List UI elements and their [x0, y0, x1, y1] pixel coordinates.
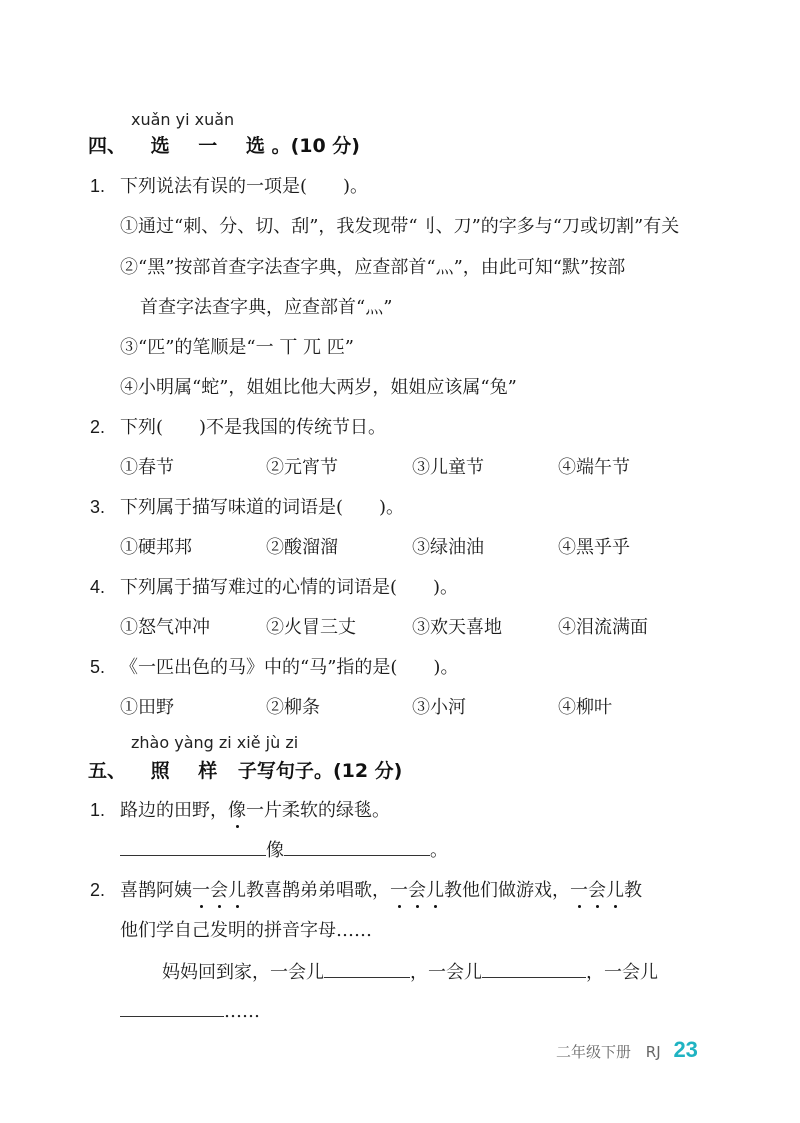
option: ④泪流满面 [558, 617, 648, 638]
option: ④端午节 [558, 457, 630, 478]
s5-q2-fill-line-2 [120, 998, 260, 1022]
dotted-char: 一 [390, 880, 408, 901]
question-text: 下列属于描写难过的心情的词语是( )。 [120, 577, 459, 598]
dotted-char: 儿 [426, 880, 444, 901]
sentence-pre: 路边的田野， [120, 800, 228, 821]
question-text: 下列属于描写味道的词语是( )。 [120, 497, 405, 518]
section5-char-2: 样 [198, 760, 218, 782]
q1-option-4: ④小明属“蛇”，姐姐比他大两岁，姐姐应该属“兔” [120, 377, 517, 398]
sentence-post: 一片柔软的绿毯。 [246, 800, 390, 821]
option: ③儿童节 [412, 457, 484, 478]
option: ②酸溜溜 [266, 537, 338, 558]
section4-score: 。(10 分) [271, 135, 360, 157]
question-number: 3. [90, 497, 106, 517]
dotted-char: 一 [570, 880, 588, 901]
sentence-part: 教他们做游戏， [444, 880, 570, 901]
section4-char-2: 一 [198, 135, 218, 157]
question-2 [90, 413, 386, 439]
fill-text: 妈妈回到家，一会儿 [162, 962, 324, 983]
option: ③欢天喜地 [412, 617, 502, 638]
option: ③绿油油 [412, 537, 484, 558]
option: ④柳叶 [558, 697, 612, 718]
question-text: 下列说法有误的一项是( )。 [120, 176, 369, 197]
page-footer [556, 1037, 698, 1063]
question-3 [90, 493, 404, 519]
question-number: 5. [90, 657, 106, 677]
option: ④黑乎乎 [558, 537, 630, 558]
question-text: 下列( )不是我国的传统节日。 [120, 417, 387, 438]
question-4 [90, 573, 458, 599]
fill-end: …… [224, 1001, 260, 1022]
section5-score: 。(12 分) [313, 760, 403, 782]
answer-blank[interactable] [324, 959, 410, 978]
sentence-part: 喜鹊阿姨 [120, 880, 192, 901]
question-text: 《一匹出色的马》中的“马”指的是( )。 [120, 657, 459, 678]
answer-blank[interactable] [120, 998, 224, 1017]
dotted-char: 会 [210, 880, 228, 901]
question-1 [90, 172, 368, 198]
dotted-char: 儿 [606, 880, 624, 901]
edition-label: RJ [645, 1043, 661, 1061]
grade-label: 二年级下册 [556, 1043, 632, 1061]
dotted-char: 会 [588, 880, 606, 901]
option: ②柳条 [266, 697, 320, 718]
section4-char-3: 选 [245, 135, 265, 157]
question-number: 1. [90, 176, 106, 196]
q1-option-2-continued: 首查字法查字典，应查部首“灬” [140, 297, 393, 318]
q1-option-1: ①通过“刺、分、切、刮”，我发现带“刂、刀”的字多与“刀或切割”有关 [120, 216, 680, 237]
question-number: 4. [90, 577, 106, 597]
s5-q1-answer-line [120, 836, 448, 862]
answer-end: 。 [430, 840, 448, 861]
section4-char-1: 选 [150, 135, 170, 157]
dotted-char: 儿 [228, 880, 246, 901]
q1-option-3: ③“匹”的笔顺是“一 丅 兀 匹” [120, 337, 354, 358]
section5-pinyin: zhào yàng zi xiě jù zi [131, 733, 299, 752]
option: ①硬邦邦 [120, 537, 192, 558]
section5-number: 五、 [88, 760, 127, 782]
option: ①田野 [120, 697, 174, 718]
s5-q2-fill-line [162, 958, 658, 984]
answer-blank[interactable] [120, 837, 266, 856]
option: ②火冒三丈 [266, 617, 356, 638]
section4-heading [88, 131, 360, 158]
q4-options [0, 613, 800, 637]
dotted-char: 一 [192, 880, 210, 901]
page-number: 23 [673, 1037, 698, 1062]
section5-chars-rest: 子写句子 [237, 760, 314, 782]
dotted-word [192, 880, 246, 901]
fill-text: ，一会儿 [410, 962, 482, 983]
q1-option-2: ②“黑”按部首查字法查字典，应查部首“灬”，由此可知“默”按部 [120, 257, 626, 278]
section4-number: 四、 [88, 135, 127, 157]
section5-heading [88, 756, 402, 783]
answer-blank[interactable] [482, 959, 586, 978]
q5-options [0, 693, 800, 717]
option: ①怒气冲冲 [120, 617, 210, 638]
s5-question-1 [90, 796, 390, 822]
option: ②元宵节 [266, 457, 338, 478]
dotted-word: 像 [228, 800, 246, 821]
sentence-part: 教 [624, 880, 642, 901]
s5-q2-line2: 他们学自己发明的拼音字母…… [120, 920, 372, 941]
sentence-part: 教喜鹊弟弟唱歌， [246, 880, 390, 901]
answer-blank[interactable] [284, 837, 430, 856]
question-number: 2. [90, 880, 106, 900]
fill-text: ，一会儿 [586, 962, 658, 983]
question-number: 2. [90, 417, 106, 437]
q2-options [0, 453, 800, 477]
question-number: 1. [90, 800, 106, 820]
option: ③小河 [412, 697, 466, 718]
dotted-word [390, 880, 444, 901]
section5-char-1: 照 [150, 760, 170, 782]
question-5 [90, 653, 458, 679]
q3-options [0, 533, 800, 557]
s5-question-2 [90, 876, 642, 902]
option: ①春节 [120, 457, 174, 478]
dotted-word [570, 880, 624, 901]
dotted-char: 会 [408, 880, 426, 901]
answer-mid: 像 [266, 840, 284, 861]
section4-pinyin: xuǎn yi xuǎn [131, 110, 235, 129]
